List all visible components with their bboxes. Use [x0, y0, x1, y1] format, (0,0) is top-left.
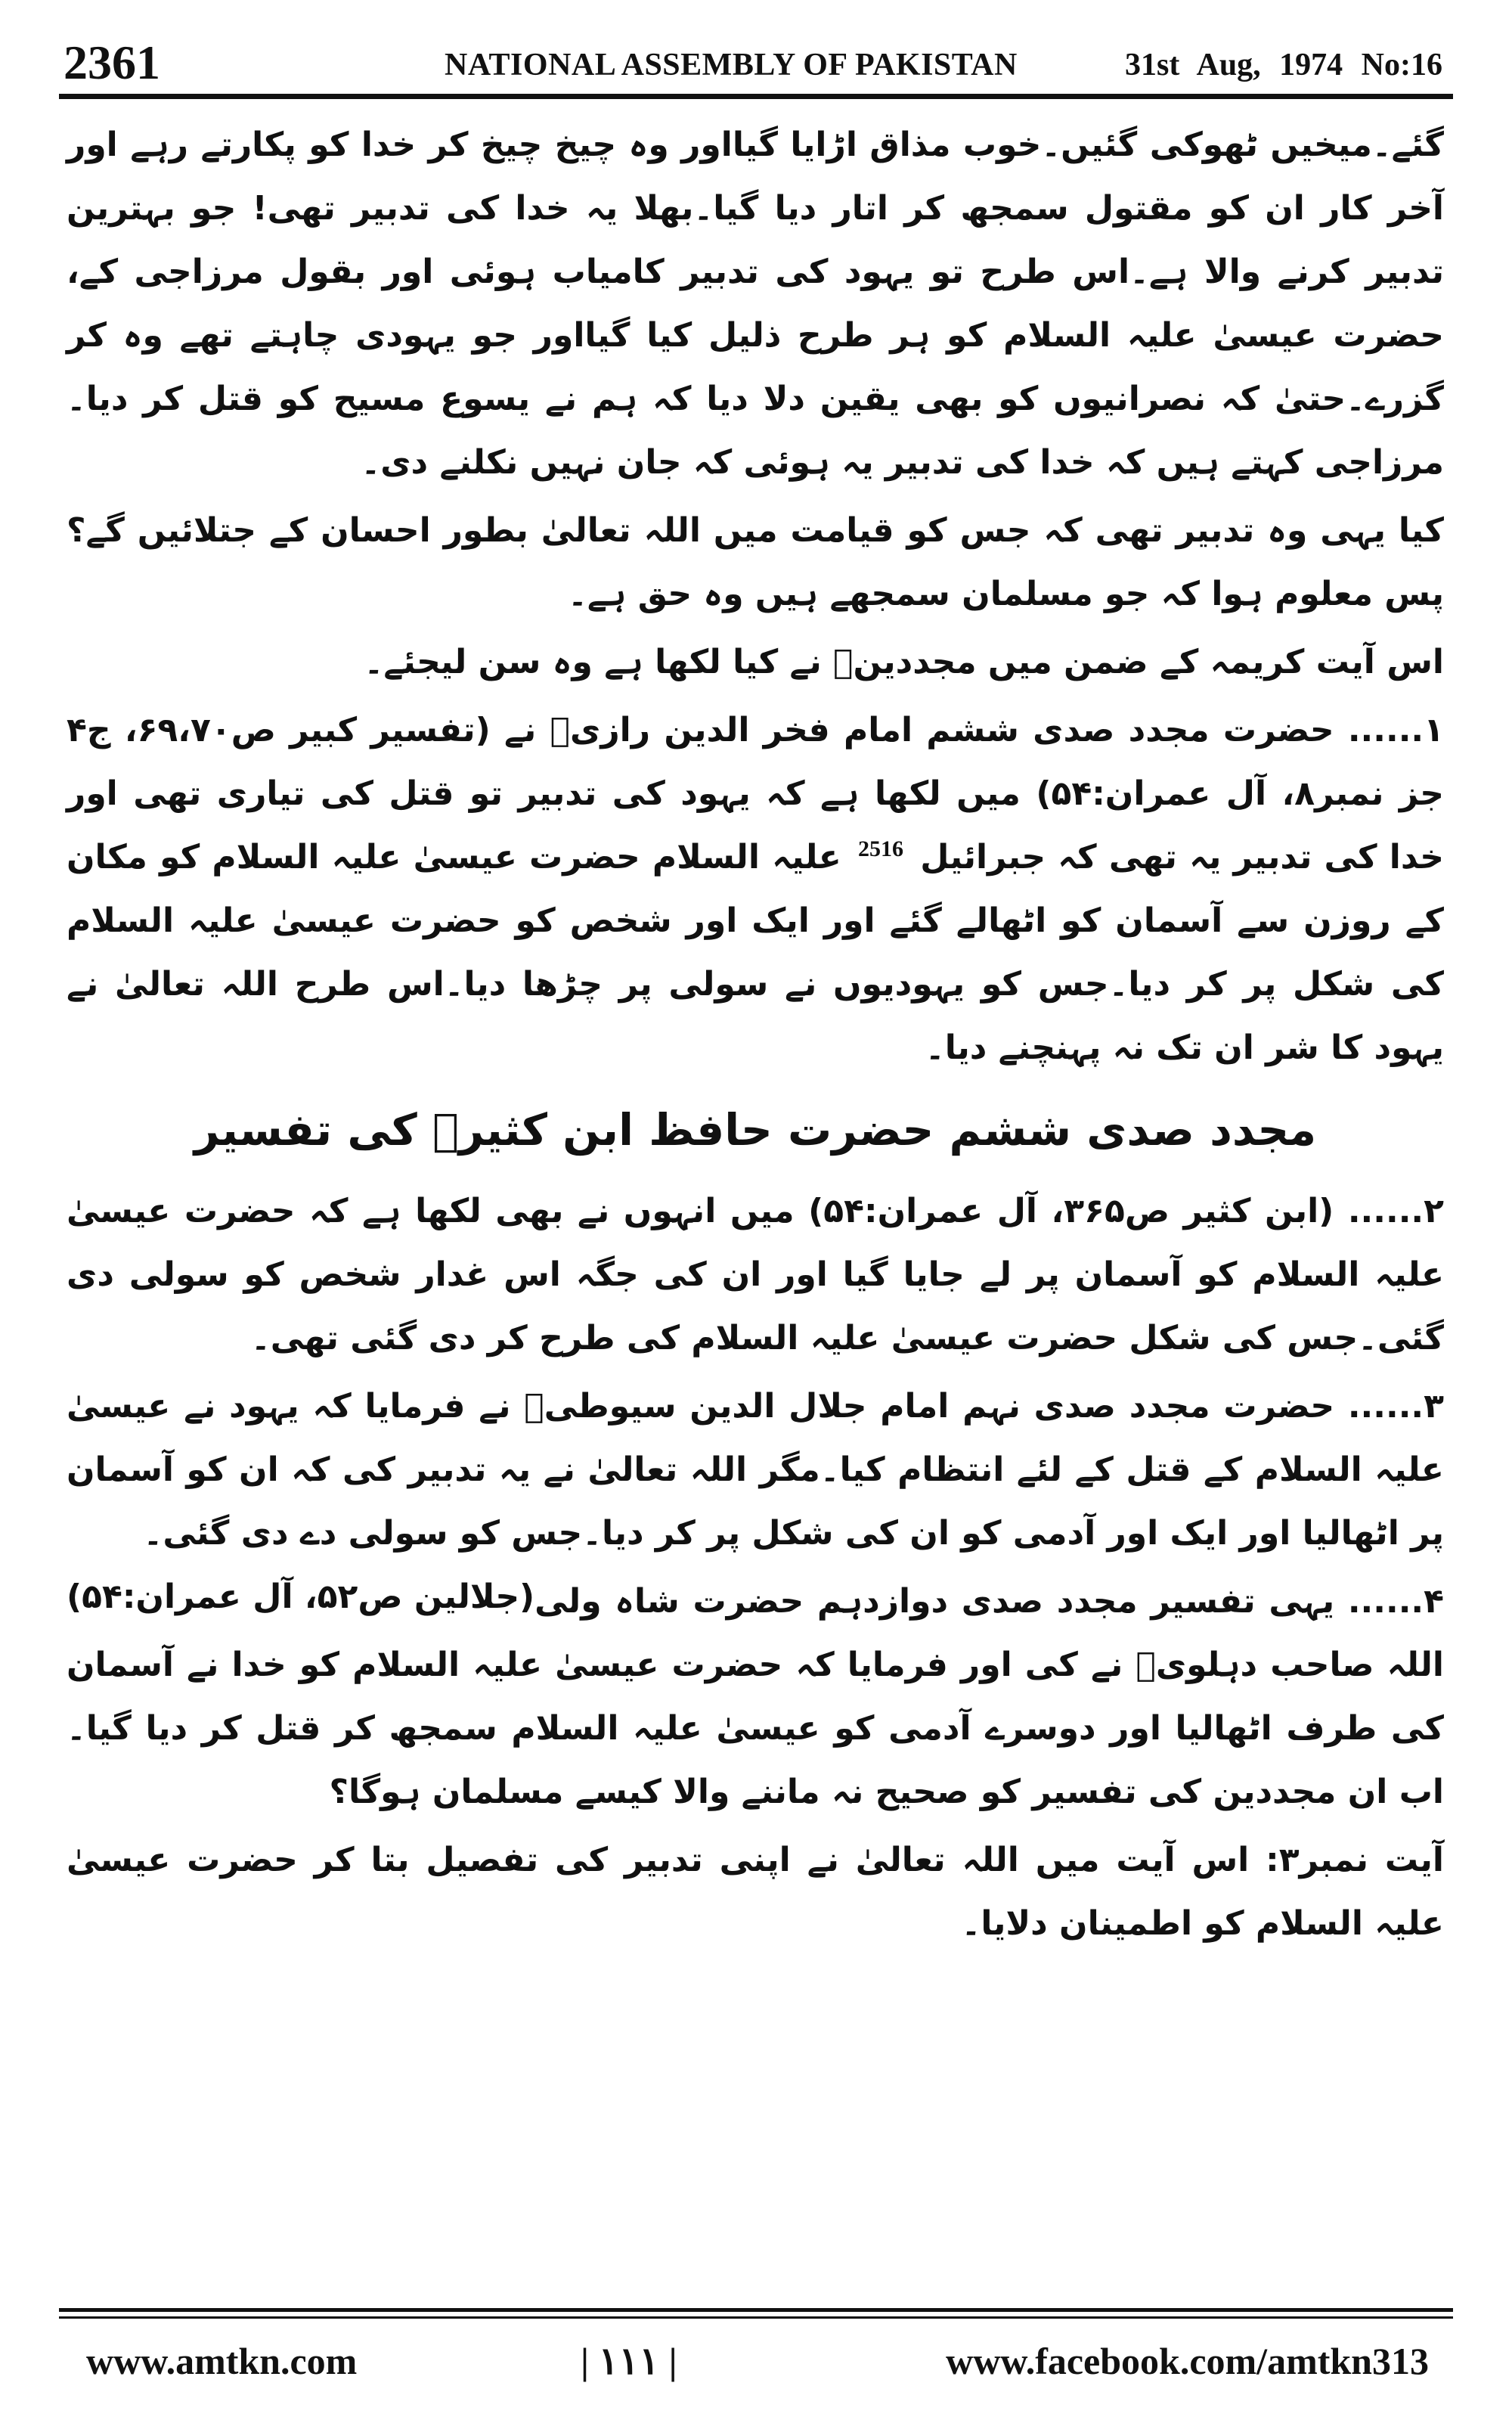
page-header	[59, 29, 1453, 97]
list-item-text: (ابن کثیر ص۳۶۵، آل عمران:۵۴) میں انہوں نے بھی لکھا ہے کہ حضرت عیسیٰ علیہ السلام کو آسمان پر لے جایا گیا اور ان کی جگہ اس غدار شخص کو سولی دی گئی۔جس کی شکل حضرت عیسیٰ علیہ السلام کی طرح کر دی گئی تھی۔	[67, 1192, 1444, 1357]
list-item-number: ۳......	[1347, 1387, 1444, 1426]
paragraph-1: گئے۔میخیں ٹھوکی گئیں۔خوب مذاق اڑایا گیااور وہ چیخ چیخ کر خدا کو پکارتے رہے اور آخر کار ان کو مقتول سمجھ کر اتار دیا گیا۔بھلا یہ خدا کی تدبیر تھی! جو بہترین تدبیر کرنے والا ہے۔اس طرح تو یہود کی تدبیر کامیاب ہوئی اور بقول مرزاجی کے، حضرت عیسیٰ علیہ السلام کو ہر طرح ذلیل کیا گیااور جو یہودی چاہتے تھے وہ کر گزرے۔حتیٰ کہ نصرانیوں کو بھی یقین دلا دیا کہ ہم نے یسوع مسیح کو قتل کر دیا۔مرزاجی کہتے ہیں کہ خدا کی تدبیر یہ ہوئی کہ جان نہیں نکلنے دی۔	[67, 126, 1444, 482]
section-heading: مجدد صدی ششم حضرت حافظ ابن کثیرؒ کی تفسیر	[194, 1104, 1317, 1156]
footer-page-marker: | ۱۱۱ |	[581, 2340, 677, 2382]
list-item-text: یہی تفسیر مجدد صدی دوازدہم حضرت شاہ ولی اللہ صاحب دہلویؒ نے کی اور فرمایا کہ حضرت عیسیٰ علیہ السلام کو خدا نے آسمان کی طرف اٹھالیا اور دوسرے آدمی کو عیسیٰ علیہ السلام سمجھ کر قتل کر دیا گیا۔اب ان مجددین کی تفسیر کو صحیح نہ ماننے والا کیسے مسلمان ہوگا؟	[67, 1582, 1444, 1811]
list-item-text-continued: علیہ السلام حضرت عیسیٰ علیہ السلام کو مکان کے روزن سے آسمان کو اٹھالے گئے اور ایک اور شخص کو حضرت عیسیٰ علیہ السلام کی شکل پر کر دیا۔جس کو یہودیوں نے سولی پر چڑھا دیا۔اس طرح اللہ تعالیٰ نے یہود کا شر ان تک نہ پہنچنے دیا۔	[67, 838, 1445, 1067]
list-item-2	[67, 1180, 1444, 1370]
paragraph-2: کیا یہی وہ تدبیر تھی کہ جس کو قیامت میں اللہ تعالیٰ بطور احسان کے جتلائیں گے؟پس معلوم ہوا کہ جو مسلمان سمجھے ہیں وہ حق ہے۔	[67, 511, 1444, 613]
page-number: 2361	[64, 36, 160, 89]
page-body	[67, 113, 1444, 1956]
list-item-text: حضرت مجدد صدی ششم امام فخر الدین رازیؒ نے (تفسیر کبیر ص۶۹،۷۰، ج۴ جز نمبر۸، آل عمران:۵۴) میں لکھا ہے کہ یہود کی تدبیر تو قتل کی تیاری تھی اور خدا کی تدبیر یہ تھی کہ جبرائیل	[67, 711, 1445, 876]
ayat-paragraph	[67, 1829, 1444, 1956]
list-item-number: ۴......	[1347, 1582, 1444, 1621]
citation-reference: (جلالین ص۵۲، آل عمران:۵۴)	[67, 1578, 535, 1616]
footer-rule-thin	[59, 2316, 1453, 2319]
footer-website-link[interactable]: www.amtkn.com	[86, 2340, 358, 2382]
list-item-text: حضرت مجدد صدی نہم امام جلال الدین سیوطیؒ نے فرمایا کہ یہود نے عیسیٰ علیہ السلام کے قتل کے لئے انتظام کیا۔مگر اللہ تعالیٰ نے یہ تدبیر کی کہ ان کو آسمان پر اٹھالیا اور ایک اور آدمی کو ان کی شکل پر کر دیا۔جس کو سولی دے دی گئی۔	[67, 1387, 1444, 1553]
list-item-number: ۲......	[1347, 1192, 1444, 1230]
list-item-number: ۱......	[1347, 711, 1444, 749]
page-footer	[59, 2333, 1453, 2394]
list-item-3	[67, 1375, 1444, 1616]
list-item-1	[67, 699, 1444, 1080]
header-rule	[59, 94, 1453, 99]
paragraph-3: اس آیت کریمہ کے ضمن میں مجددینؒ نے کیا لکھا ہے وہ سن لیجئے۔	[364, 643, 1444, 681]
ayat-text: اس آیت میں اللہ تعالیٰ نے اپنی تدبیر کی تفصیل بتا کر حضرت عیسیٰ علیہ السلام کو اطمینان دلایا۔	[67, 1841, 1444, 1943]
footer-facebook-link[interactable]: www.facebook.com/amtkn313	[946, 2340, 1429, 2382]
header-title: NATIONAL ASSEMBLY OF PAKISTAN	[445, 48, 1018, 82]
footnote-marker: 2516	[858, 836, 904, 862]
ayat-label: آیت نمبر۳:	[1266, 1841, 1445, 1879]
footer-rule-thick	[59, 2308, 1453, 2312]
header-date-number: 31st Aug, 1974 No:16	[1124, 48, 1442, 82]
